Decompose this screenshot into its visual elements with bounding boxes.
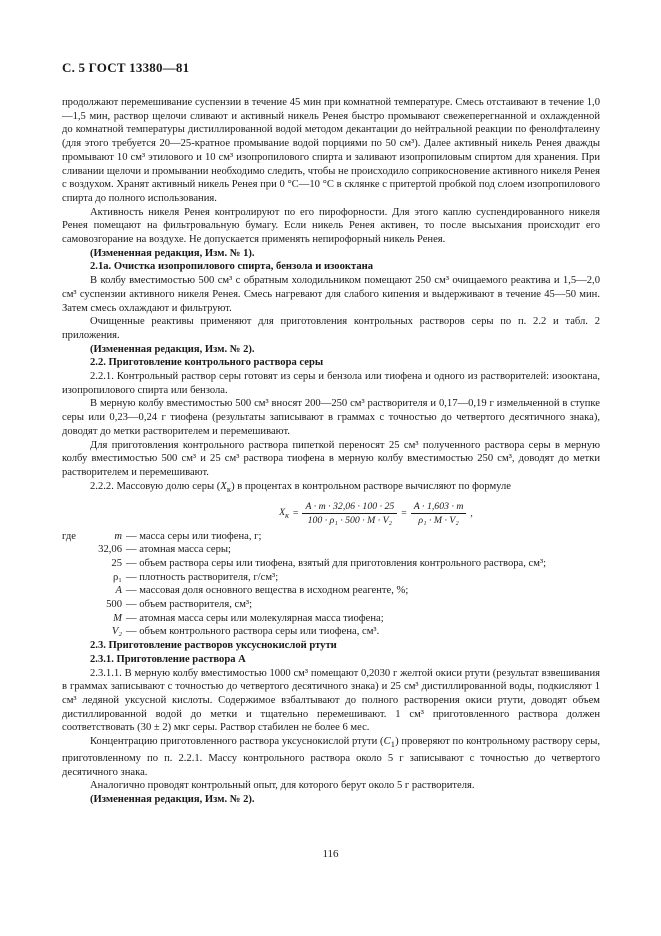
- definitions-list: [62, 530, 600, 640]
- section-heading: 2.1а. Очистка изопропилового спирта, бензола и изооктана: [90, 261, 374, 273]
- body-text: [62, 96, 600, 497]
- formula-equals: =: [292, 507, 299, 519]
- definition-item: где m — масса серы или тиофена, г;: [62, 530, 262, 542]
- definition-item: A — массовая доля основного вещества в исходном реагенте, %;: [115, 585, 409, 597]
- section-heading: 2.3. Приготовление растворов уксуснокислой ртути: [90, 640, 337, 652]
- definition-item: V₂ — объем контрольного раствора серы или тиофена, см³.: [111, 626, 380, 638]
- body-text-continued: [62, 639, 600, 807]
- paragraph: Для приготовления контрольного раствора пипеткой переносят 25 см³ полученного раствора серы в мерную колбу вместимостью 500 см³ и 25 см³ раствора тиофена в мерную колбу вместимостью 250 см³, доводят до метки растворителем и перемешивают.: [62, 439, 600, 478]
- definition-item: 32,06 — атомная масса серы;: [98, 544, 231, 556]
- amendment-note: (Измененная редакция, Изм. № 2).: [90, 793, 255, 805]
- amendment-note: (Измененная редакция, Изм. № 1).: [90, 247, 255, 259]
- section-heading: 2.2. Приготовление контрольного раствора серы: [90, 357, 324, 369]
- definition-item: 25 — объем раствора серы или тиофена, взятый для приготовления контрольного раствора, см³;: [111, 557, 547, 569]
- formula-fraction-1: [302, 501, 397, 526]
- amendment-note: (Измененная редакция, Изм. № 2).: [90, 343, 255, 355]
- paragraph: Концентрацию приготовленного раствора уксуснокислой ртути $(C_1)$ проверяют по контрольному раствору серы, приготовленному по п. 2.2.1. Массу контрольного раствора около 5 г записывают с точностью до четвертого десятичного знака.: [62, 736, 600, 778]
- definition-item: 500 — объем растворителя, см³;: [106, 599, 253, 611]
- definition-item: M — атомная масса серы или молекулярная масса тиофена;: [113, 612, 384, 624]
- paragraph: продолжают перемешивание суспензии в течение 45 мин при комнатной температуре. Смесь отстаивают в течение 1,0—1,5 мин, раствор щелочи сливают и активный никель Ренея быстро промывают свежеперегнанной и охлажденной до комнатной температуры дистиллированной водой методом декантации до нейтральной реакции по фенолфталеину (для этого требуется 20—25-кратное промывание водой порциями по 50 см³). Далее активный никель Ренея дважды промывают 10 см³ этилового и 10 см³ изопропилового спирта и заливают изопропиловым спиртом для хранения. При сливании щелочи и промывании необходимо следить, чтобы не происходило соприкосновение активного никеля Ренея с воздухом. Хранят активный никель Ренея при 0 °С—10 °С в склянке с притертой пробкой под слоем изопропилового спирта до полного использования.: [62, 97, 600, 204]
- paragraph: Активность никеля Ренея контролируют по его пирофорности. Для этого каплю суспендированного никеля Ренея помещают на фильтровальную бумагу. Если никель Ренея активен, то после высыхания происходит его самовозгорание на воздухе. Не допускается применять непирофорный никель Ренея.: [62, 206, 600, 246]
- fraction-denominator: 100 · ρ₁ · 500 · M · V₂: [307, 514, 393, 526]
- page-header: С. 5 ГОСТ 13380—81: [62, 60, 190, 75]
- paragraph: Очищенные реактивы применяют для приготовления контрольных растворов серы по п. 2.2 и табл. 2 приложения.: [62, 316, 600, 341]
- formula-tail: ,: [470, 507, 473, 519]
- document-page: [62, 60, 600, 807]
- paragraph: В колбу вместимостью 500 см³ с обратным холодильником помещают 250 см³ очищаемого реактива и 1,5—2,0 см³ суспензии активного никеля Ренея. Смесь нагревают для слабого кипения и выдерживают в течение 45—50 мин. Затем смесь охлаждают и фильтруют.: [62, 275, 600, 314]
- formula: [152, 501, 600, 526]
- fraction-denominator: ρ₁ · M · V₂: [418, 514, 459, 526]
- definition-item: ρ₁ — плотность растворителя, г/см³;: [113, 571, 279, 583]
- paragraph: Аналогично проводят контрольный опыт, для которого берут около 5 г растворителя.: [90, 780, 475, 792]
- subsection-heading: 2.3.1. Приготовление раствора А: [90, 653, 246, 665]
- fraction-numerator: A · m · 32,06 · 100 · 25: [302, 501, 397, 514]
- paragraph: 2.2.2. Массовую долю серы $(X_к)$ в процентах в контрольном растворе вычисляют по формуле: [90, 480, 511, 494]
- page-number: 116: [322, 848, 339, 860]
- fraction-numerator: A · 1,603 · m: [411, 501, 467, 514]
- formula-lhs: $X_к$: [279, 506, 289, 520]
- paragraph: 2.3.1.1. В мерную колбу вместимостью 1000 см³ помещают 0,2030 г желтой окиси ртути (результат взвешивания в граммах записывают с точностью до четвертого десятичного знака) и 25 см³ дистиллированной воды, подкисляют 1 см³ ледяной уксусной кислоты. Содержимое взбалтывают до полного растворения окиси ртути, доводят объем дистиллированной водой до метки и тщательно перемешивают. 1 см³ приготовленного раствора должен соответствовать (30 ± 2) мкг серы. Раствор стабилен не более 6 мес.: [62, 667, 600, 734]
- formula-equals: =: [401, 507, 407, 519]
- paragraph: В мерную колбу вместимостью 500 см³ вносят 200—250 см³ растворителя и 0,17—0,19 г измельченной в ступке серы или 0,23—0,24 г тиофена (результаты записывают в граммах с точностью до четвертого десятичного знака), доводят до метки растворителем и перемешивают.: [62, 398, 600, 437]
- paragraph: 2.2.1. Контрольный раствор серы готовят из серы и бензола или тиофена и одного из растворителей: изооктана, изопропилового спирта или бензола.: [62, 371, 600, 396]
- formula-fraction-2: [411, 501, 467, 526]
